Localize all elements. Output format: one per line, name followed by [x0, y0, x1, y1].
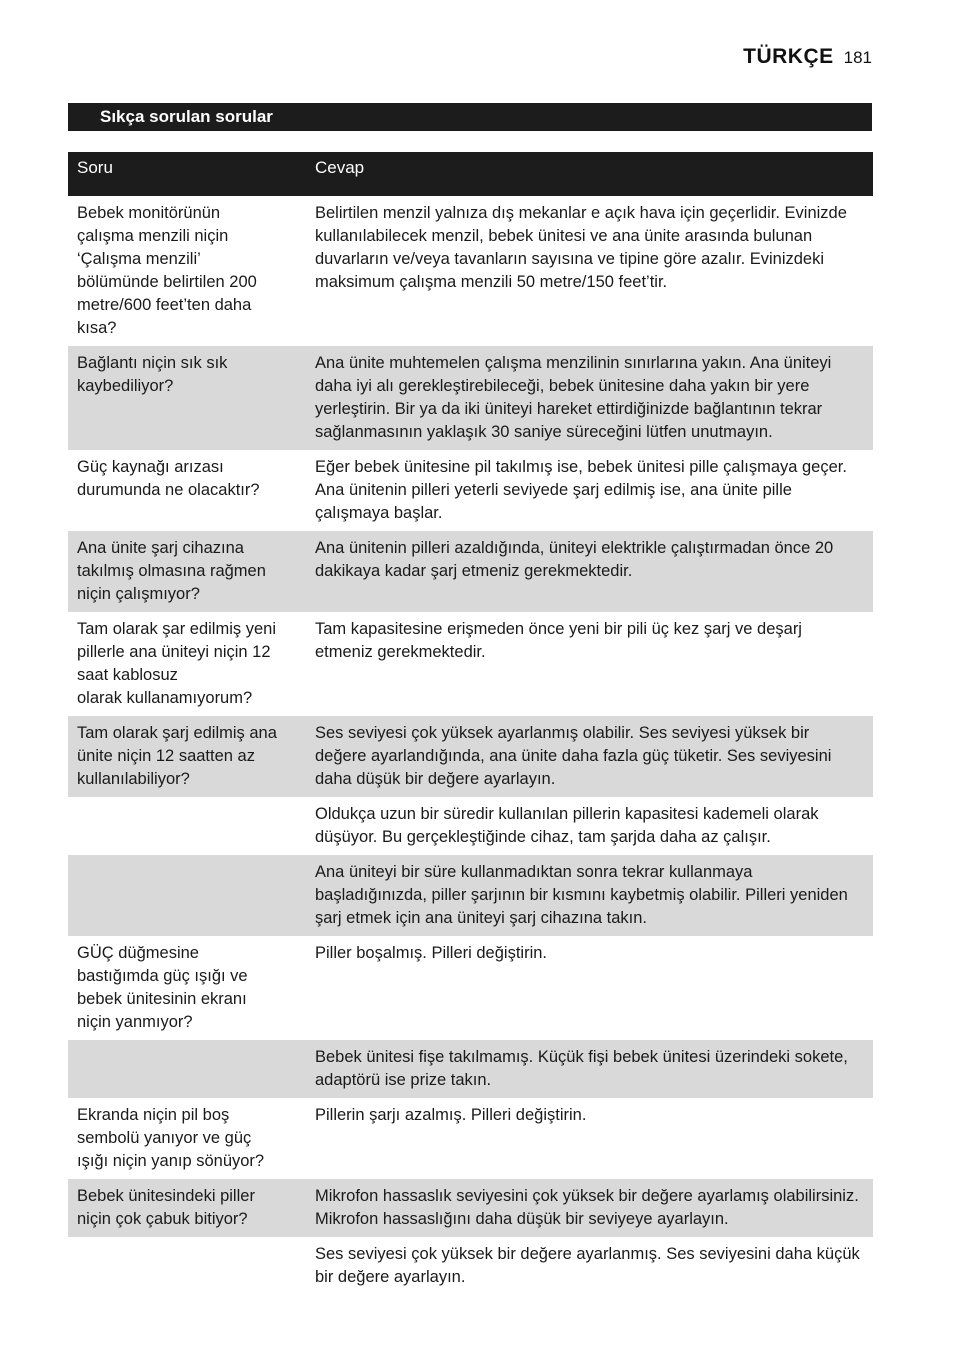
question-cell: Tam olarak şar edilmiş yeni pillerle ana üniteyi niçin 12 saat kablosuz olarak kullanamıyorum?: [77, 620, 276, 707]
table-row: [68, 936, 873, 1040]
table-row: [68, 346, 873, 450]
question-cell: Ana ünite şarj cihazına takılmış olmasına rağmen niçin çalışmıyor?: [68, 531, 306, 612]
page-number: 181: [843, 48, 872, 67]
question-cell: [68, 1040, 306, 1098]
table-row: [68, 797, 873, 855]
faq-table: [68, 152, 873, 1295]
table-row: [68, 1040, 873, 1098]
answer-cell: Tam kapasitesine erişmeden önce yeni bir pili üç kez şarj ve deşarj etmeniz gerekmektedir.: [315, 620, 802, 661]
question-cell: GÜÇ düğmesine bastığımda güç ışığı ve bebek ünitesinin ekranı niçin yanmıyor?: [77, 944, 248, 1031]
answer-cell: Ses seviyesi çok yüksek ayarlanmış olabilir. Ses seviyesi yüksek bir değere ayarlandığında, ana ünite daha fazla güç tüketir. Ses seviyesini daha düşük bir değere ayarlayın.: [306, 716, 873, 797]
answer-cell: Mikrofon hassaslık seviyesini çok yüksek bir değere ayarlamış olabilirsiniz. Mikrofon hassaslığını daha düşük bir seviyeye ayarlayın.: [306, 1179, 873, 1237]
question-cell: Ekranda niçin pil boş sembolü yanıyor ve güç ışığı niçin yanıp sönüyor?: [77, 1106, 265, 1170]
table-row: [68, 612, 873, 716]
table-header-row: [68, 152, 873, 196]
answer-cell: Oldukça uzun bir süredir kullanılan pillerin kapasitesi kademeli olarak düşüyor. Bu gerçekleştiğinde cihaz, tam şarjda daha az çalışır.: [315, 805, 819, 846]
column-header-answer: Cevap: [306, 152, 873, 196]
answer-cell: Ana ünitenin pilleri azaldığında, üniteyi elektrikle çalıştırmadan önce 20 dakikaya kadar şarj etmeniz gerekmektedir.: [306, 531, 873, 612]
table-row: [68, 450, 873, 531]
question-cell: Güç kaynağı arızası durumunda ne olacaktır?: [77, 458, 260, 499]
answer-cell: Ana ünite muhtemelen çalışma menzilinin sınırlarına yakın. Ana üniteyi daha iyi alı gerekleştirebileceği, bebek ünitesine daha yakın bir yere yerleştirin. Bir ya da iki üniteyi hareket ettirdiğinizde bağlantının tekrar sağlanmasının yaklaşık 30 saniye süreceğini lütfen unutmayın.: [306, 346, 873, 450]
question-cell: Bebek ünitesindeki piller niçin çok çabuk bitiyor?: [68, 1179, 306, 1237]
table-row: [68, 716, 873, 797]
answer-cell: Pillerin şarjı azalmış. Pilleri değiştirin.: [315, 1106, 587, 1124]
answer-cell: Eğer bebek ünitesine pil takılmış ise, bebek ünitesi pille çalışmaya geçer. Ana ünitenin pilleri yeterli seviyede şarj edilmiş ise, ana ünite pille çalışmaya başlar.: [315, 458, 847, 522]
language-label: TÜRKÇE: [743, 45, 834, 68]
table-row: [68, 196, 873, 346]
column-header-question: Soru: [68, 152, 306, 196]
question-cell: Bebek monitörünün çalışma menzili niçin ‘Çalışma menzili’ bölümünde belirtilen 200 metre/600 feet’ten daha kısa?: [77, 204, 257, 337]
answer-cell: Piller boşalmış. Pilleri değiştirin.: [315, 944, 547, 962]
section-title: Sıkça sorulan sorular: [68, 103, 872, 131]
question-cell: [68, 797, 306, 855]
answer-cell: Bebek ünitesi fişe takılmamış. Küçük fişi bebek ünitesi üzerindeki sokete, adaptörü ise prize takın.: [306, 1040, 873, 1098]
answer-cell: Ses seviyesi çok yüksek bir değere ayarlanmış. Ses seviyesini daha küçük bir değere ayarlayın.: [315, 1245, 860, 1286]
table-row: [68, 1237, 873, 1295]
question-cell: Tam olarak şarj edilmiş ana ünite niçin 12 saatten az kullanılabiliyor?: [68, 716, 306, 797]
question-cell: [68, 1237, 306, 1295]
table-row: [68, 855, 873, 936]
question-cell: [68, 855, 306, 936]
page-header: [743, 45, 872, 69]
table-row: [68, 531, 873, 612]
table-row: [68, 1098, 873, 1179]
table-row: [68, 1179, 873, 1237]
answer-cell: Ana üniteyi bir süre kullanmadıktan sonra tekrar kullanmaya başladığınızda, piller şarjının bir kısmını kaybetmiş olabilir. Pilleri yeniden şarj etmek için ana üniteyi şarj cihazına takın.: [306, 855, 873, 936]
answer-cell: Belirtilen menzil yalnıza dış mekanlar e açık hava için geçerlidir. Evinizde kullanılabilecek menzil, bebek ünitesi ve ana ünite arasında bulunan duvarların ve/veya tavanların sayısına ve tipine göre azalır. Evinizdeki maksimum çalışma menzili 50 metre/150 feet’tir.: [315, 204, 847, 291]
question-cell: Bağlantı niçin sık sık kaybediliyor?: [68, 346, 306, 450]
